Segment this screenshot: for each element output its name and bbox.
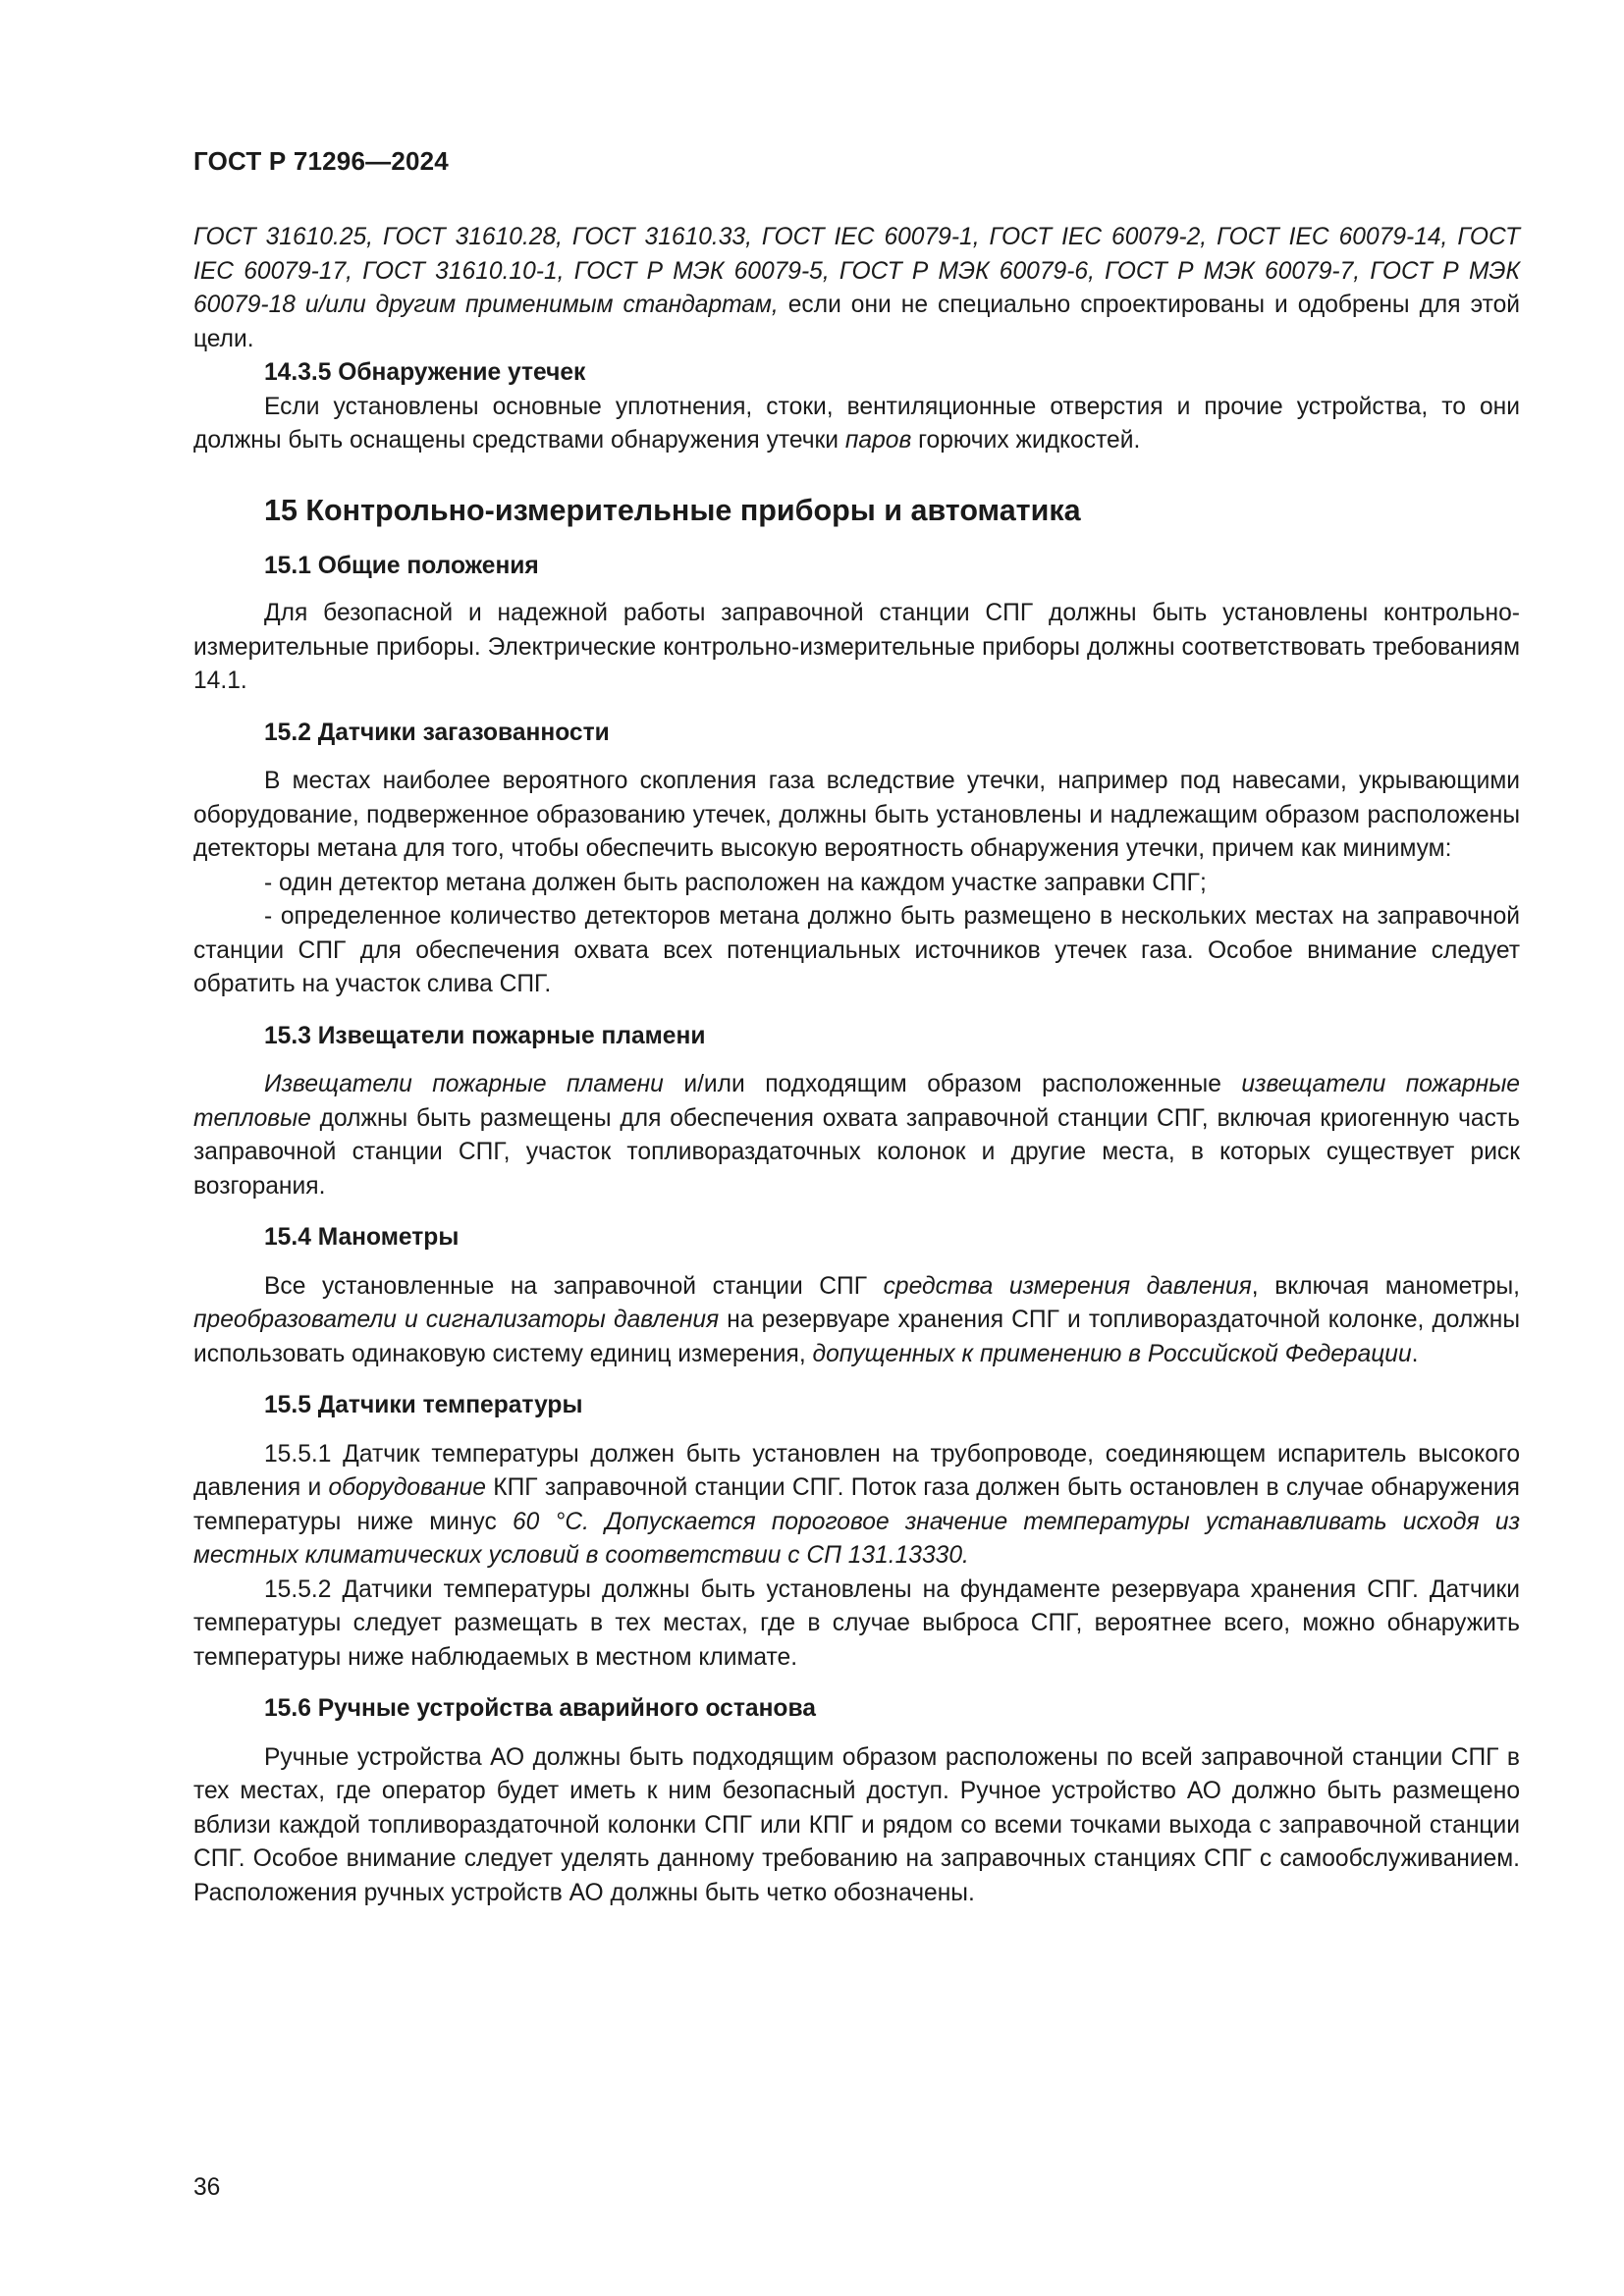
text-run-italic: 60 °С. Допускается пороговое значение температуры устанавливать исходя из местных климатических условий в соответствии с СП 131.13330. xyxy=(193,1508,1520,1569)
heading-14-3-5: 14.3.5 Обнаружение утечек xyxy=(264,359,586,386)
text-run: КПГ заправочной станции СПГ. Поток газа должен быть остановлен в случае обнаружения температуры ниже минус xyxy=(193,1474,1520,1535)
page-number: 36 xyxy=(193,2174,221,2201)
text-run: Если установлены основные уплотнения, стоки, вентиляционные отверстия и прочие устройства, то они должны быть оснащены средствами обнаружения утечки xyxy=(193,393,1520,454)
paragraph-14-3-5 xyxy=(193,391,1520,458)
paragraph-15-2: В местах наиболее вероятного скопления газа вследствие утечки, например под навесами, укрывающими оборудование, подверженное образованию утечек, должны быть установлены и надлежащим образом расположены детекторы метана для того, чтобы обеспечить высокую вероятность обнаружения утечки, причем как минимум: xyxy=(193,768,1520,862)
heading-15-5: 15.5 Датчики температуры xyxy=(264,1392,583,1418)
text-run-italic: допущенных к применению в Российской Федерации xyxy=(812,1340,1412,1367)
list-item-15-2-1: - один детектор метана должен быть расположен на каждом участке заправки СПГ; xyxy=(264,869,1207,896)
text-run-italic: извещатели пожарные тепловые xyxy=(193,1071,1520,1132)
heading-15-1: 15.1 Общие положения xyxy=(264,552,539,579)
standards-list-italic: ГОСТ 31610.25, ГОСТ 31610.28, ГОСТ 31610.33, ГОСТ IEC 60079-1, ГОСТ IEC 60079-2, ГОСТ IEC 60079-14, ГОСТ IEC 60079-17, ГОСТ 31610.10-1, ГОСТ Р МЭК 60079-5, ГОСТ Р МЭК 60079-6, ГОСТ Р МЭК 60079-7, ГОСТ Р МЭК 60079-18 и/или другим применимым стандартам, xyxy=(193,224,1520,318)
text-run: , включая манометры, xyxy=(1251,1272,1520,1300)
text-run-italic: Извещатели пожарные пламени xyxy=(264,1071,664,1097)
paragraph-15-1: Для безопасной и надежной работы заправочной станции СПГ должны быть установлены контрольно-измерительные приборы. Электрические контрольно-измерительные приборы должны соответствовать требованиям 14.1. xyxy=(193,600,1520,694)
paragraph-15-4 xyxy=(193,1270,1520,1372)
section-15-heading: 15 Контрольно-измерительные приборы и автоматика xyxy=(264,493,1081,527)
text-run-italic: преобразователи и сигнализаторы давления xyxy=(193,1307,720,1333)
heading-15-3: 15.3 Извещатели пожарные пламени xyxy=(264,1022,706,1049)
paragraph-15-6: Ручные устройства АО должны быть подходящим образом расположены по всей заправочной станции СПГ в тех местах, где оператор будет иметь к ним безопасный доступ. Ручное устройство АО должно быть размещено вблизи каждой топливораздаточной колонки СПГ или КПГ и рядом со всеми точками выхода с заправочной станции СПГ. Особое внимание следует уделять данному требованию на заправочных станциях СПГ с самообслуживанием. Расположения ручных устройств АО должны быть четко обозначены. xyxy=(193,1743,1520,1906)
text-run: горючих жидкостей. xyxy=(911,427,1141,454)
document-id: ГОСТ Р 71296—2024 xyxy=(193,146,449,176)
text-run-italic: паров xyxy=(844,427,912,454)
text-run-italic: оборудование xyxy=(328,1474,486,1501)
paragraph-15-5-1 xyxy=(193,1438,1520,1574)
list-item-15-2-2: - определенное количество детекторов метана должно быть размещено в нескольких местах на заправочной станции СПГ для обеспечения охвата всех потенциальных источников утечек газа. Особое внимание следует обратить на участок слива СПГ. xyxy=(193,903,1520,997)
heading-15-6: 15.6 Ручные устройства аварийного останова xyxy=(264,1695,816,1722)
text-run: . xyxy=(1411,1340,1419,1367)
text-run: на резервуаре хранения СПГ и топливораздаточной колонке, должны использовать одинаковую систему единиц измерения, xyxy=(193,1307,1520,1367)
text-run-italic: средства измерения давления xyxy=(883,1272,1252,1300)
text-run: Все установленные на заправочной станции СПГ xyxy=(264,1272,884,1300)
text-run: 15.5.1 Датчик температуры должен быть установлен на трубопроводе, соединяющем испаритель высокого давления и xyxy=(193,1440,1520,1501)
heading-15-4: 15.4 Манометры xyxy=(264,1224,460,1251)
heading-15-2: 15.2 Датчики загазованности xyxy=(264,719,610,746)
paragraph-15-3 xyxy=(193,1068,1520,1203)
standards-list-tail: если они не специально спроектированы и одобрены для этой цели. xyxy=(193,292,1520,352)
text-run: и/или подходящим образом расположенные xyxy=(663,1071,1242,1097)
text-run: должны быть размещены для обеспечения охвата заправочной станции СПГ, включая криогенную часть заправочной станции СПГ, участок топливораздаточных колонок и другие места, в которых существует риск возгорания. xyxy=(193,1104,1520,1200)
paragraph-standards-list xyxy=(193,221,1520,356)
paragraph-15-5-2: 15.5.2 Датчики температуры должны быть установлены на фундаменте резервуара хранения СПГ. Датчики температуры следует размещать в тех местах, где в случае выброса СПГ, вероятнее всего, можно обнаружить температуры ниже наблюдаемых в местном климате. xyxy=(193,1575,1520,1671)
